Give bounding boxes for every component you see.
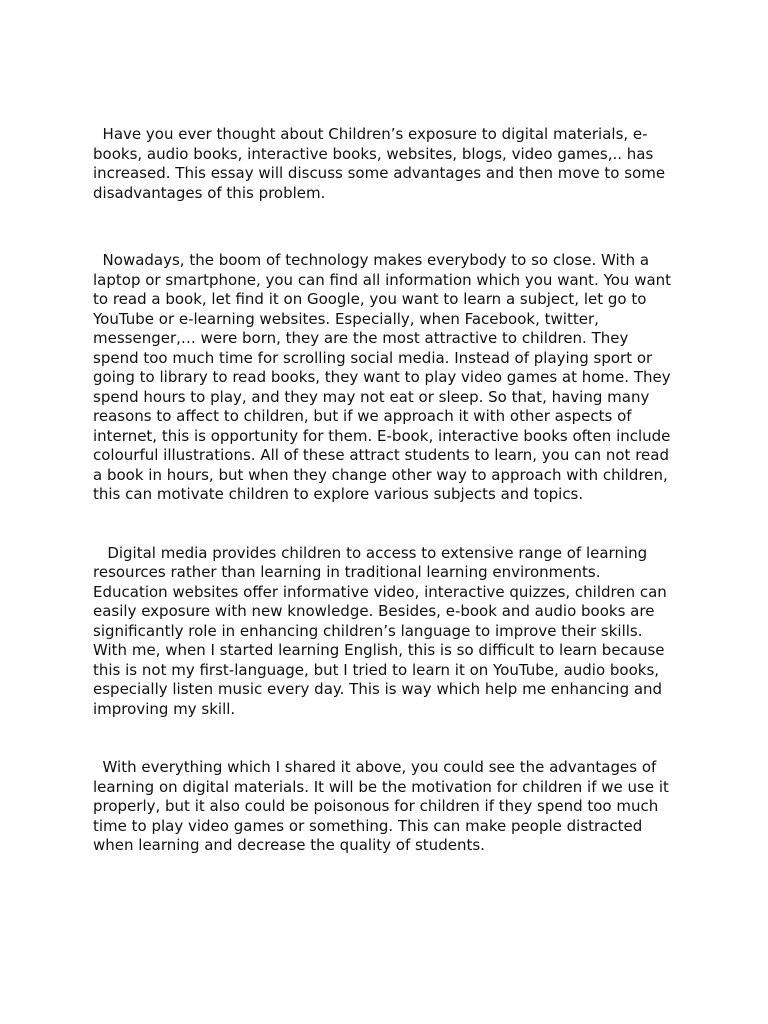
paragraph-digital-media: Digital media provides children to access to extensive range of learning resources rather than learning in traditional learning environments. Education websites offer informative video, interactive quizzes, children can easily exposure with new knowledge. Besides, e-book and audio books are significantly role in enhancing children’s language to improve their skills. With me, when I started learning English, this is so difficult to learn because this is not my first-language, but I tried to learn it on YouTube, audio books, especially listen music every day. This is way which help me enhancing and improving my skill. [93, 543, 672, 718]
paragraph-intro: Have you ever thought about Children’s exposure to digital materials, e-books, audio books, interactive books, websites, blogs, video games,.. has increased. This essay will discuss some advantages and then move to some disadvantages of this problem. [93, 125, 670, 202]
paragraph-conclusion: With everything which I shared it above, you could see the advantages of learning on digital materials. It will be the motivation for children if we use it properly, but it also could be poisonous for children if they spend too much time to play video games or something. This can make people distracted when learning and decrease the quality of students. [93, 758, 674, 854]
essay-body [93, 86, 675, 895]
paragraph-technology: Nowadays, the boom of technology makes everybody to so close. With a laptop or smartphone, you can find all information which you want. You want to read a book, let find it on Google, you want to learn a subject, let go to YouTube or e-learning websites. Especially, when Facebook, twitter, messenger,… were born, they are the most attractive to children. They spend too much time for scrolling social media. Instead of playing sport or going to library to read books, they want to play video games at home. They spend hours to play, and they may not eat or sleep. So that, having many reasons to affect to children, but if we approach it with other aspects of internet, this is opportunity for them. E-book, interactive books often include colourful illustrations. All of these attract students to learn, you can not read a book in hours, but when they change other way to approach with children, this can motivate children to explore various subjects and topics. [93, 251, 676, 503]
